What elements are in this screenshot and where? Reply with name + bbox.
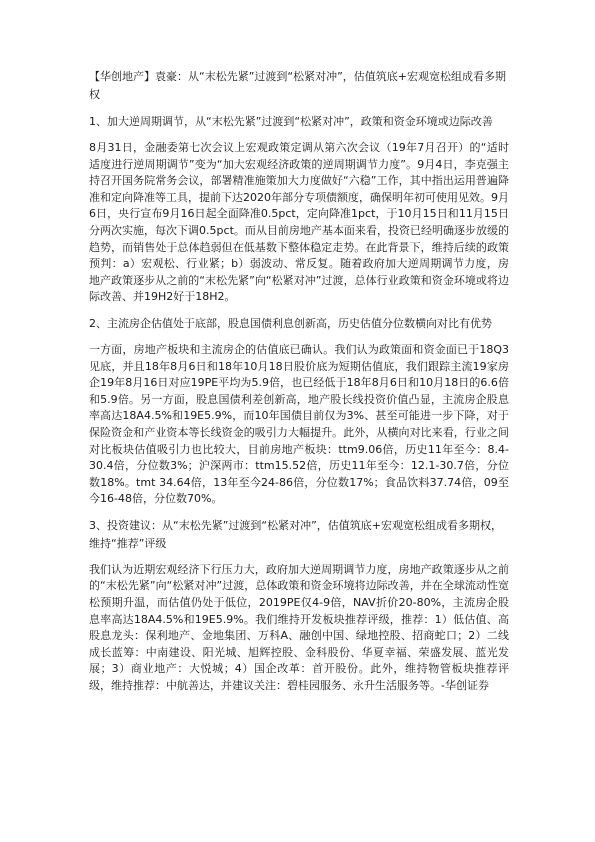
section-3: [89, 517, 509, 695]
section-2: [89, 315, 509, 508]
section-1-heading: 1、加大逆周期调节，从“末松先紧”过渡到“松紧对冲”，政策和资金环境或边际改善: [89, 115, 493, 128]
section-3-body: 我们认为近期宏观经济下行压力大，政府加大逆周期调节力度，房地产政策逐步从之前的“末松先紧”向“松紧对冲”过渡，总体政策和资金环境将边际改善，并在全球流动性宽松预期升温，而估值仍处于低位，2019PE仅4-9倍，NAV折价20-80%，主流房企股息率高达18A4.5%和19E5.9%。我们维持开发板块推荐评级，推荐：1）低估值、高股息龙头：保利地产、金地集团、万科A、融创中国、绿地控股、招商蛇口；2）二线成长蓝筹：中南建设、阳光城、旭辉控股、金科股份、华夏幸福、荣盛发展、蓝光发展；3）商业地产：大悦城；4）国企改革：首开股份。此外，维持物管板块推荐评级，维持推荐：中航善达，并建议关注：碧桂园服务、永升生活服务等。-华创证券: [89, 562, 509, 693]
article-title: 【华创地产】袁豪：从“末松先紧”过渡到“松紧对冲”，估值筑底+宏观宽松组成看多期权: [89, 70, 507, 101]
section-1-body: 8月31日，金融委第七次会议上宏观政策定调从第六次会议（19年7月召开）的“适时适度进行逆周期调节”变为“加大宏观经济政策的逆周期调节力度”。9月4日，李克强主持召开国务院常务会议，部署精准施策加大力度做好“六稳”工作，其中指出运用普遍降准和定向降准等工具，提前下达2020年部分专项债额度，确保明年初可使用见效。9月6日，央行宣布9月16日起全面降准0.5pct，定向降准1pct，于10月15日和11月15日分两次实施，每次下调0.5pct。而从目前房地产基本面来看，投资已经明确逐步放缓的趋势，而销售处于总体趋弱但在低基数下整体稳定走势。在此背景下，维持后续的政策预判：a）宏观松、行业紧；b）弱波动、常反复。随着政府加大逆周期调节力度，房地产政策逐步从之前的“末松先紧”向“松紧对冲”过渡，总体行业政策和资金环境或将边际改善、并19H2好于18H2。: [89, 141, 509, 304]
section-3-heading: 3、投资建议：从“末松先紧”过渡到“松紧对冲”，估值筑底+宏观宽松组成看多期权，维持“推荐”评级: [89, 518, 503, 550]
section-1: [89, 113, 509, 306]
section-2-body: 一方面，房地产板块和主流房企的估值底已确认。我们认为政策面和资金面已于18Q3见底，并且18年8月6日和18年10月18日股价底为短期估值底，我们跟踪主流19家房企19年8月16日对应19PE平均为5.9倍，也已经低于18年8月6日和10月18日的6.6倍和5.9倍。另一方面，股息国债利差创新高，地产股长线投资价值凸显，主流房企股息率高达18A4.5%和19E5.9%，而10年国债目前仅为3%、甚至可能进一步下降，对于保险资金和产业资本等长线资金的吸引力大幅提升。此外，从横向对比来看，行业之间对比板块估值吸引力也比较大，目前房地产板块：ttm9.06倍，历史11年至今：8.4-30.4倍，分位数3%；沪深两市：ttm15.52倍，历史11年至今：12.1-30.7倍，分位数18%。tmt 34.64倍，13年至今24-86倍，分位数17%；食品饮料37.74倍，09至今16-48倍，分位数70%。: [89, 342, 509, 506]
article: [89, 68, 509, 704]
section-2-heading: 2、主流房企估值处于底部，股息国债利息创新高，历史估值分位数横向对比有优势: [89, 316, 492, 330]
